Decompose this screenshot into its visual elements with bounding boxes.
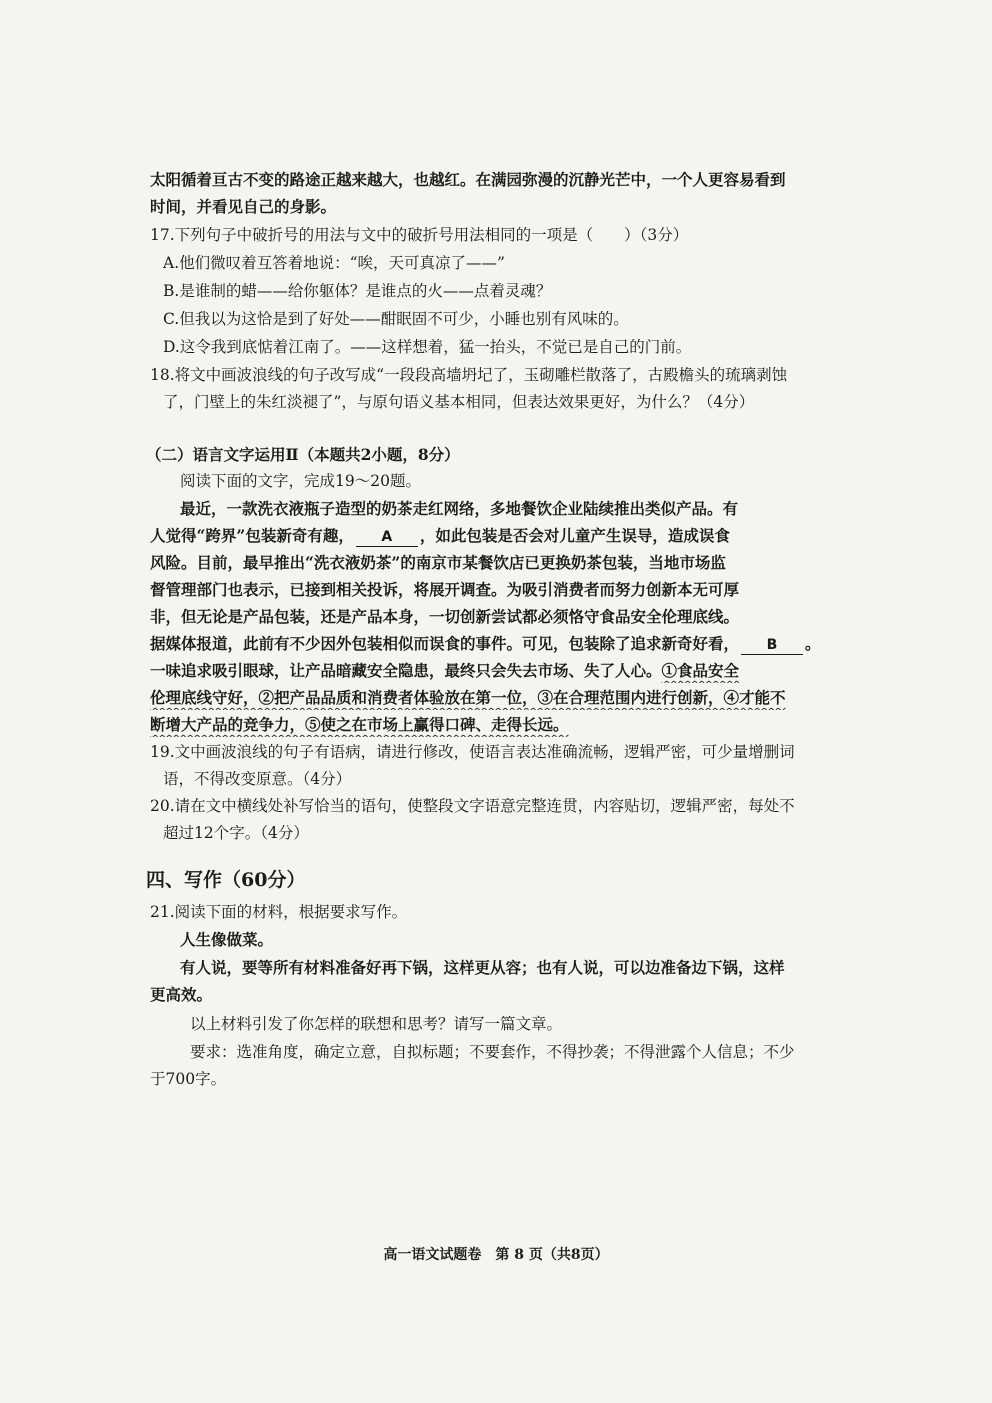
writing-requirements: 要求：选准角度，确定立意，自拟标题；不要套作，不得抄袭；不得泄露个人信息；不少: [190, 1043, 795, 1061]
passage-line: 督管理部门也表示，已接到相关投诉，将展开调查。为吸引消费者而努力创新本无可厚: [150, 580, 740, 599]
question-17-option-a: A.他们微叹着互答着地说：“唉，天可真凉了——”: [163, 254, 505, 272]
writing-prompt: 以上材料引发了你怎样的联想和思考？请写一篇文章。: [190, 1015, 563, 1033]
passage-line: [150, 659, 850, 683]
passage-line: 最近，一款洗衣液瓶子造型的奶茶走红网络，多地餐饮企业陆续推出类似产品。有: [180, 499, 739, 518]
wavy-underlined-text: 断增大产品的竞争力，⑤使之在市场上赢得口碑、走得长远。: [150, 715, 569, 734]
wavy-underlined-text: 伦理底线守好，②把产品品质和消费者体验放在第一位，③在合理范围内进行创新，④才能不: [150, 688, 786, 707]
material-line: 人生像做菜。: [180, 930, 274, 949]
question-18-line: 了，门壁上的朱红淡褪了”，与原句语义基本相同，但表达效果更好，为什么？（4分）: [163, 393, 755, 411]
wavy-underlined-text: ①食品安全: [661, 661, 740, 680]
page-footer: 高一语文试题卷 第 8 页（共8页）: [383, 1247, 609, 1263]
question-19-line: 语，不得改变原意。（4分）: [163, 770, 352, 788]
question-20-line: 超过12个字。（4分）: [163, 824, 309, 842]
writing-requirements: 于700字。: [150, 1070, 227, 1088]
blank-b: B: [741, 636, 803, 655]
passage-text: 一味追求吸引眼球，让产品暗藏安全隐患，最终只会失去市场、失了人心。: [150, 661, 662, 680]
passage-line: [150, 632, 850, 656]
question-17-option-c: C.但我以为这恰是到了好处——酣眠固不可少，小睡也别有风味的。: [163, 310, 629, 328]
question-20-line: 20.请在文中横线处补写恰当的语句，使整段文字语意完整连贯，内容贴切，逻辑严密，每处不: [150, 797, 795, 815]
passage-line: 太阳循着亘古不变的路途正越来越大，也越红。在满园弥漫的沉静光芒中，一个人更容易看到: [150, 170, 786, 189]
material-line: 有人说，要等所有材料准备好再下锅，这样更从容；也有人说，可以边准备边下锅，这样: [180, 958, 785, 977]
question-18-line: 18.将文中画波浪线的句子改写成“一段段高墙坍圮了，玉砌雕栏散落了，古殿檐头的琉璃剥蚀: [150, 366, 788, 384]
question-17-option-b: B.是谁制的蜡——给你躯体？是谁点的火——点着灵魂？: [163, 282, 552, 300]
passage-line: 非，但无论是产品包装，还是产品本身，一切创新尝试都必须恪守食品安全伦理底线。: [150, 607, 740, 626]
passage-text: 据媒体报道，此前有不少因外包装相似而误食的事件。可见，包装除了追求新奇好看，: [150, 634, 740, 653]
passage-line: 风险。目前，最早推出“洗衣液奶茶”的南京市某餐饮店已更换奶茶包装，当地市场监: [150, 553, 726, 572]
passage-line: [150, 524, 850, 548]
blank-a: A: [356, 528, 418, 547]
passage-line: [150, 686, 850, 710]
passage-line: 时间，并看见自己的身影。: [150, 197, 337, 216]
question-17-stem: 17.下列句子中破折号的用法与文中的破折号用法相同的一项是（ ）（3分）: [150, 226, 689, 244]
question-17-option-d: D.这令我到底惦着江南了。——这样想着，猛一抬头，不觉已是自己的门前。: [163, 338, 692, 356]
section-2-title: （二）语言文字运用Ⅱ（本题共2小题，8分）: [146, 445, 460, 464]
passage-text: 。: [805, 634, 821, 653]
material-line: 更高效。: [150, 985, 213, 1004]
passage-text: ，如此包装是否会对儿童产生误导，造成误食: [419, 526, 730, 545]
question-21-stem: 21.阅读下面的材料，根据要求写作。: [150, 903, 408, 921]
passage-line: [150, 713, 850, 737]
question-19-line: 19.文中画波浪线的句子有语病，请进行修改，使语言表达准确流畅，逻辑严密，可少量增删词: [150, 743, 795, 761]
passage-text: 人觉得“跨界”包装新奇有趣，: [150, 526, 354, 545]
section-4-title: 四、写作（60分）: [146, 869, 306, 891]
section-2-instruction: 阅读下面的文字，完成19～20题。: [180, 472, 421, 490]
